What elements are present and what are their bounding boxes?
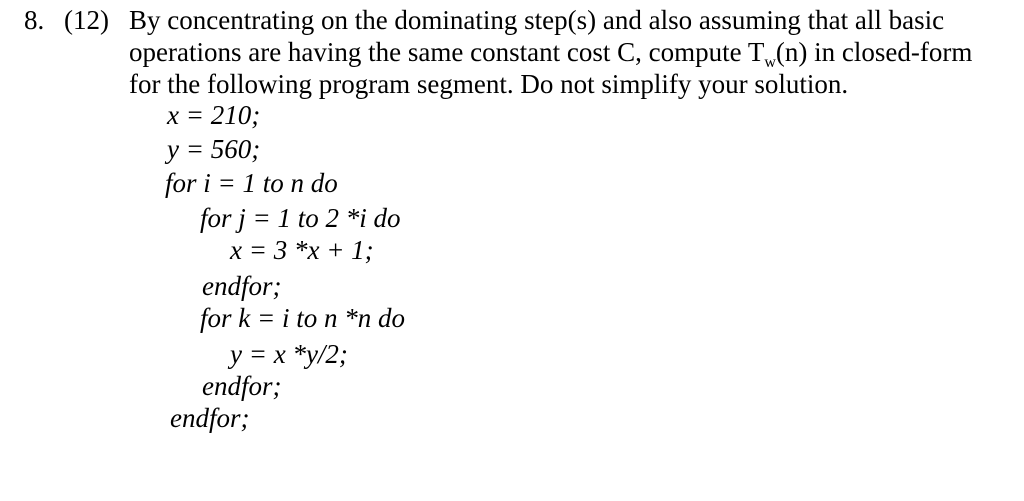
code-line-endfor-j: endfor; (202, 271, 282, 301)
code-line-y-init: y = 560; (167, 134, 261, 164)
code-line-x-update: x = 3 *x + 1; (230, 235, 374, 265)
code-line-for-k: for k = i to n *n do (200, 303, 405, 333)
code-line-for-i: for i = 1 to n do (165, 168, 338, 198)
tw-subscript: w (764, 54, 776, 71)
code-line-y-update: y = x *y/2; (230, 339, 348, 369)
prompt-line-2-end: (n) in closed-form (775, 37, 973, 67)
code-line-endfor-k: endfor; (202, 371, 282, 401)
code-line-x-init: x = 210; (167, 100, 261, 130)
prompt-line-3: for the following program segment. Do not simplify your solution. (129, 69, 849, 99)
code-line-endfor-i: endfor; (170, 403, 250, 433)
question-number: 8. (24, 5, 45, 35)
code-line-for-j: for j = 1 to 2 *i do (200, 203, 401, 233)
question-points: (12) (64, 5, 109, 35)
prompt-line-2-start: operations are having the same constant cost C, compute T (129, 37, 765, 67)
prompt-line-1: By concentrating on the dominating step(s) and also assuming that all basic (129, 5, 945, 35)
